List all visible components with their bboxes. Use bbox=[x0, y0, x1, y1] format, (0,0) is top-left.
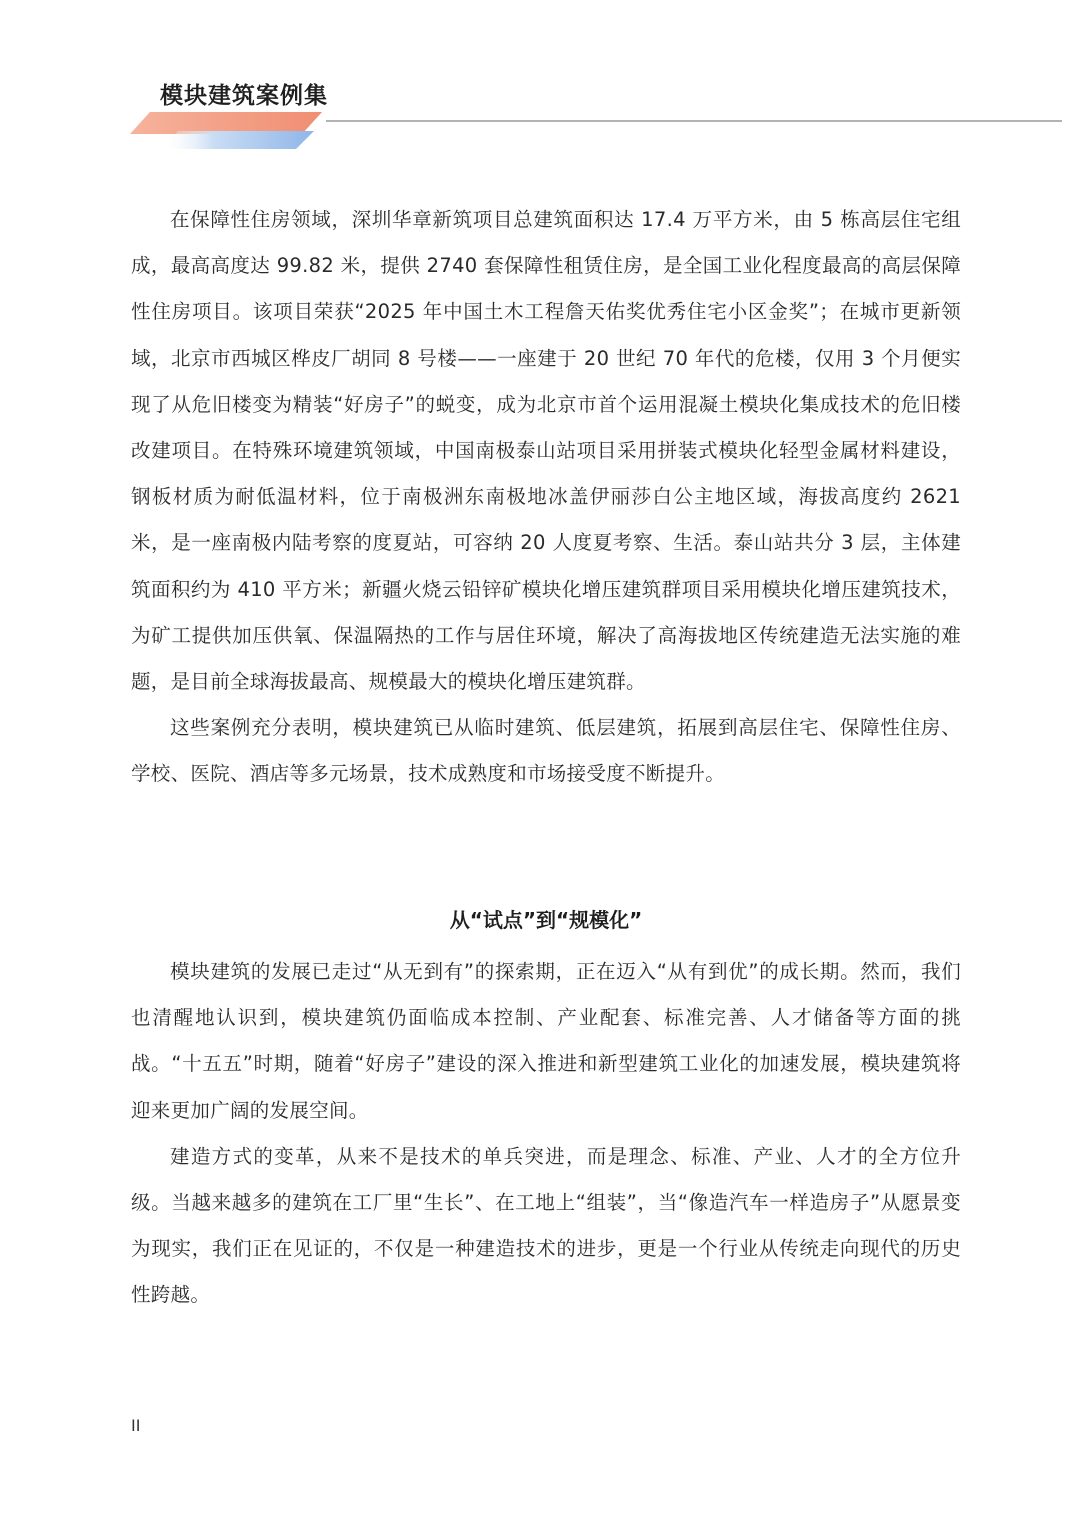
section-heading: 从“试点”到“规模化” bbox=[449, 908, 643, 932]
paragraph-development-stage: 模块建筑的发展已走过“从无到有”的探索期，正在迈入“从有到优”的成长期。然而，我们也清醒地认识到，模块建筑仍面临成本控制、产业配套、标准完善、人才储备等方面的挑战。“十五五”时期，随着“好房子”建设的深入推进和新型建筑工业化的加速发展，模块建筑将迎来更加广阔的发展空间。 bbox=[131, 960, 961, 1122]
page-header bbox=[0, 0, 1080, 160]
paragraph-case-examples: 在保障性住房领域，深圳华章新筑项目总建筑面积达 17.4 万平方米，由 5 栋高层住宅组成，最高高度达 99.82 米，提供 2740 套保障性租赁住房，是全国工业化程度最高的高层保障性住房项目。该项目荣获“2025 年中国土木工程詹天佑奖优秀住宅小区金奖”；在城市更新领域，北京市西城区桦皮厂胡同 8 号楼——一座建于 20 世纪 70 年代的危楼，仅用 3 个月便实现了从危旧楼变为精装“好房子”的蜕变，成为北京市首个运用混凝土模块化集成技术的危旧楼改建项目。在特殊环境建筑领域，中国南极泰山站项目采用拼装式模块化轻型金属材料建设，钢板材质为耐低温材料，位于南极洲东南极地冰盖伊丽莎白公主地区域，海拔高度约 2621 米，是一座南极内陆考察的度夏站，可容纳 20 人度夏考察、生活。泰山站共分 3 层，主体建筑面积约为 410 平方米；新疆火烧云铅锌矿模块化增压建筑群项目采用模块化增压建筑技术，为矿工提供加压供氧、保温隔热的工作与居住环境，解决了高海拔地区传统建造无法实施的难题，是目前全球海拔最高、规模最大的模块化增压建筑群。 bbox=[131, 208, 961, 694]
header-blue-stripe bbox=[160, 131, 314, 149]
paragraph-transformation: 建造方式的变革，从来不是技术的单兵突进，而是理念、标准、产业、人才的全方位升级。当越来越多的建筑在工厂里“生长”、在工地上“组装”，当“像造汽车一样造房子”从愿景变为现实，我们正在见证的，不仅是一种建造技术的进步，更是一个行业从传统走向现代的历史性跨越。 bbox=[131, 1144, 961, 1307]
page-number: II bbox=[131, 1416, 141, 1435]
body-text-bottom bbox=[131, 949, 961, 1319]
paragraph-case-summary: 这些案例充分表明，模块建筑已从临时建筑、低层建筑，拓展到高层住宅、保障性住房、学校、医院、酒店等多元场景，技术成熟度和市场接受度不断提升。 bbox=[131, 716, 961, 786]
header-title: 模块建筑案例集 bbox=[160, 83, 328, 109]
body-text-top bbox=[131, 197, 961, 798]
header-orange-stripe bbox=[130, 112, 322, 134]
